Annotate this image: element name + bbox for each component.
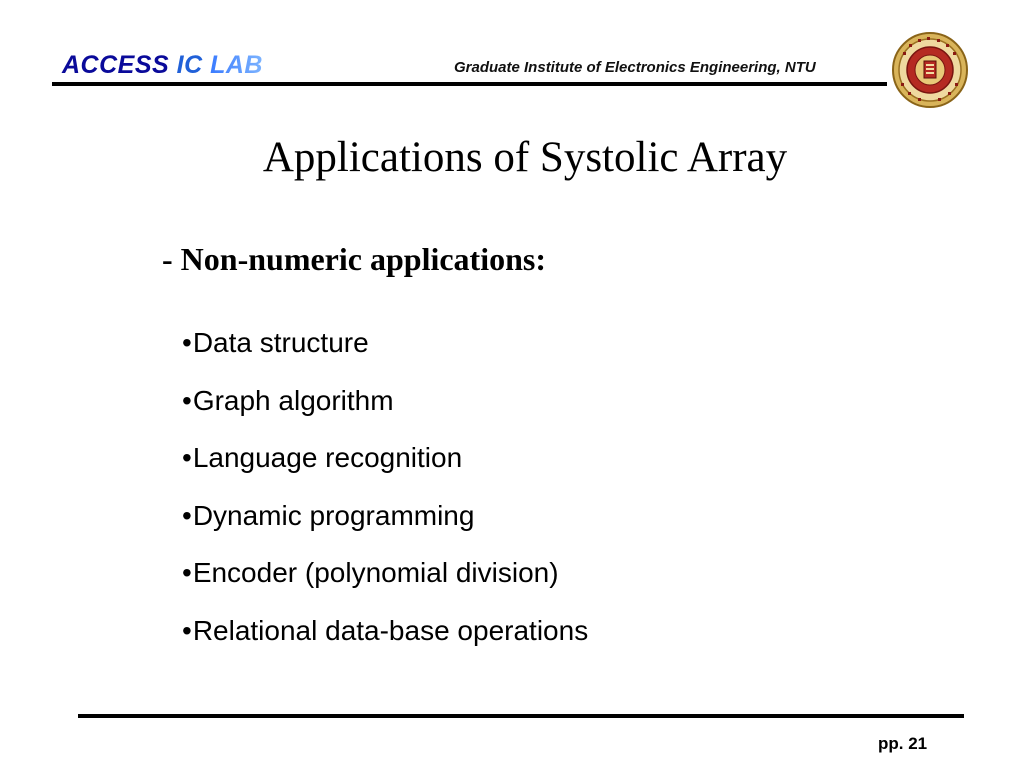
bullet-icon: • bbox=[182, 327, 192, 358]
lab-logo-access: ACCESS bbox=[62, 51, 170, 79]
bullet-icon: • bbox=[182, 442, 192, 473]
list-item-label: Data structure bbox=[192, 327, 369, 358]
bullet-icon: • bbox=[182, 614, 192, 646]
list-item-label: Relational data-base operations bbox=[192, 614, 589, 646]
list-item bbox=[182, 487, 588, 545]
list-item-label: Dynamic programming bbox=[192, 499, 475, 531]
application-list bbox=[182, 314, 588, 659]
bullet-icon: • bbox=[182, 384, 192, 416]
lab-logo bbox=[62, 50, 263, 80]
page-number: pp. 21 bbox=[878, 734, 928, 753]
header-divider bbox=[52, 82, 887, 86]
list-item bbox=[182, 602, 588, 660]
lab-logo-lab: LAB bbox=[210, 51, 263, 79]
list-item bbox=[182, 372, 588, 430]
lab-logo-ic: IC bbox=[176, 51, 203, 79]
list-item bbox=[182, 429, 588, 487]
list-item-label: Language recognition bbox=[192, 442, 463, 473]
footer-divider bbox=[78, 714, 964, 718]
slide-title: Applications of Systolic Array bbox=[262, 134, 788, 181]
list-item-label: Encoder (polynomial division) bbox=[192, 557, 559, 588]
list-item-label: Graph algorithm bbox=[192, 384, 394, 416]
bullet-icon: • bbox=[182, 557, 192, 588]
list-item bbox=[182, 544, 588, 602]
university-seal-icon bbox=[891, 31, 969, 109]
bullet-icon: • bbox=[182, 499, 192, 531]
institute-name: Graduate Institute of Electronics Engineering, NTU bbox=[454, 59, 816, 76]
university-seal-graphic bbox=[891, 31, 969, 109]
list-item bbox=[182, 314, 588, 372]
section-subheading: - Non-numeric applications: bbox=[162, 241, 546, 277]
